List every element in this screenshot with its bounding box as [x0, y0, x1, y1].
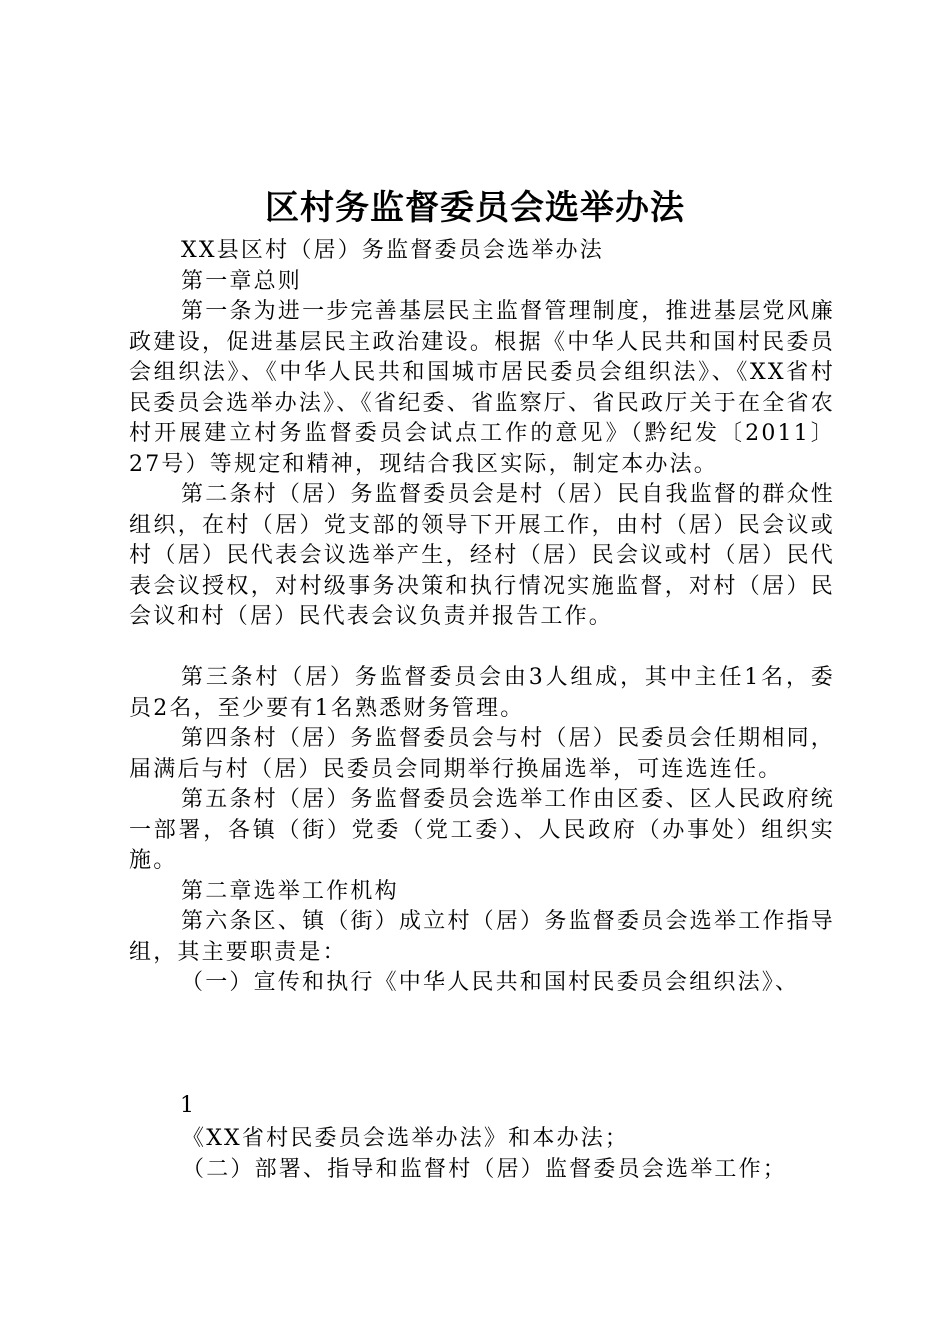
- paragraph-item-1: （一）宣传和执行《中华人民共和国村民委员会组织法》、: [181, 970, 800, 995]
- paragraph-article-4: 第四条村（居）务监督委员会与村（居）民委员会任期相同，届满后与村（居）民委员会同期举行换届选举，可连选连任。: [129, 726, 835, 782]
- paragraph-article-3: 第三条村（居）务监督委员会由3人组成，其中主任1名，委员2名，至少要有1名熟悉财务管理。: [129, 665, 835, 721]
- document-body: [129, 236, 835, 999]
- paragraph-article-1: 第一条为进一步完善基层民主监督管理制度，推进基层党风廉政建设，促进基层民主政治建设。根据《中华人民共和国村民委员会组织法》、《中华人民共和国城市居民委员会组织法》、《XX省村民委员会选举办法》、《省纪委、省监察厅、省民政厅关于在全省农村开展建立村务监督委员会试点工作的意见》（黔纪发〔2011〕27号）等规定和精神，现结合我区实际，制定本办法。: [129, 299, 835, 477]
- paragraph-article-5: 第五条村（居）务监督委员会选举工作由区委、区人民政府统一部署，各镇（街）党委（党工委）、人民政府（办事处）组织实施。: [129, 787, 835, 873]
- paragraph-article-6: 第六条区、镇（街）成立村（居）务监督委员会选举工作指导组，其主要职责是：: [129, 909, 835, 965]
- paragraph-item-2: （二）部署、指导和监督村（居）监督委员会选举工作；: [182, 1156, 788, 1182]
- document-title: 区村务监督委员会选举办法: [265, 188, 685, 228]
- page-number: 1: [180, 1093, 194, 1118]
- paragraph-chapter-2: 第二章选举工作机构: [181, 878, 399, 904]
- paragraph-chapter-1: 第一章总则: [181, 268, 303, 294]
- document-body-continued: [182, 1124, 842, 1185]
- paragraph-subtitle: XX县区村（居）务监督委员会选举办法: [181, 238, 604, 263]
- paragraph-item-1-continued: 《XX省村民委员会选举办法》和本办法；: [182, 1126, 630, 1151]
- paragraph-article-2: 第二条村（居）务监督委员会是村（居）民自我监督的群众性组织，在村（居）党支部的领导下开展工作，由村（居）民会议或村（居）民代表会议选举产生，经村（居）民会议或村（居）民代表会议授权，对村级事务决策和执行情况实施监督，对村（居）民会议和村（居）民代表会议负责并报告工作。: [129, 482, 835, 629]
